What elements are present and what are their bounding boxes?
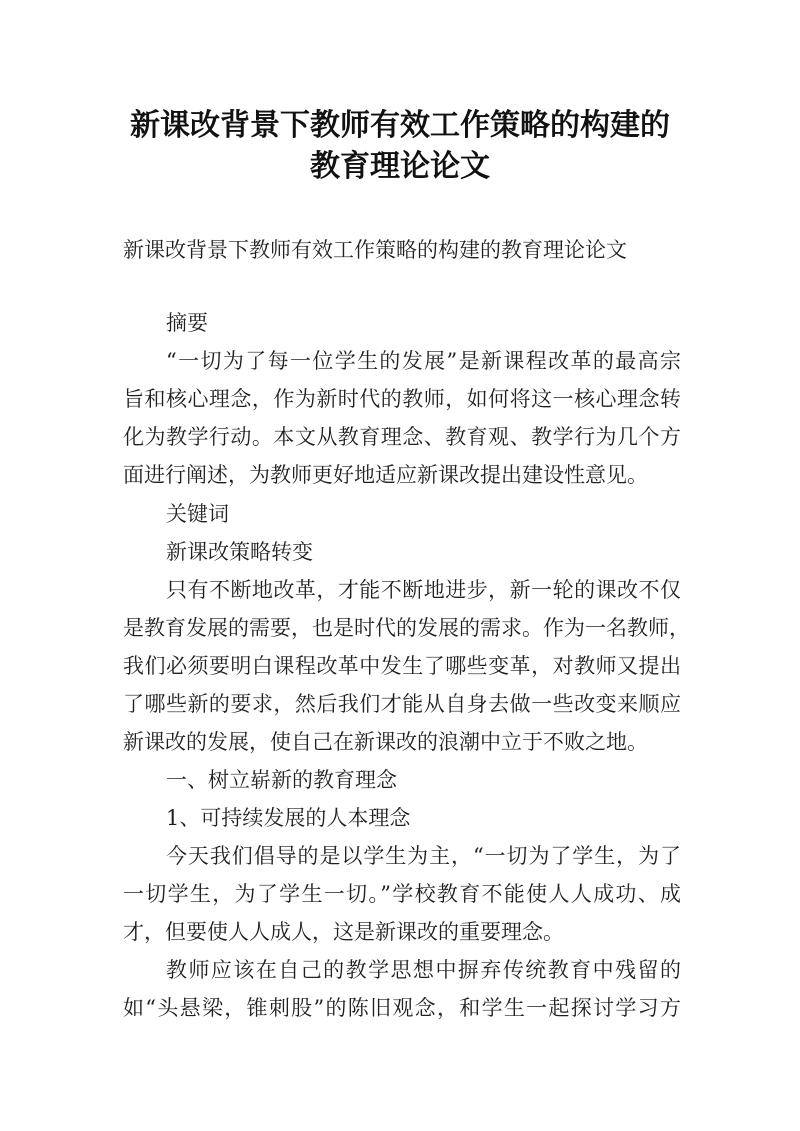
- abstract-heading: 摘要: [166, 311, 208, 335]
- abstract-line-3: 化为教学行动。本文从教育理念、教育观、教学行为几个方: [123, 425, 681, 449]
- intro-line-4: 了哪些新的要求，然后我们才能从自身去做一些改变来顺应: [123, 692, 681, 716]
- intro-line-5: 新课改的发展，使自己在新课改的浪潮中立于不败之地。: [123, 730, 648, 754]
- section-1-heading: 一、树立崭新的教育理念: [166, 768, 397, 792]
- keywords-heading: 关键词: [166, 502, 229, 526]
- section-1-para-2-line-1: 教师应该在自己的教学思想中摒弃传统教育中残留的: [166, 958, 681, 982]
- section-1-para-1-line-1: 今天我们倡导的是以学生为主，“一切为了学生，为了: [166, 844, 681, 868]
- document-title-line-2: 教育理论论文: [310, 149, 490, 184]
- intro-line-1: 只有不断地改革，才能不断地进步，新一轮的课改不仅: [166, 578, 681, 602]
- intro-line-2: 是教育发展的需要，也是时代的发展的需求。作为一名教师，: [123, 616, 690, 640]
- abstract-line-4: 面进行阐述，为教师更好地适应新课改提出建设性意见。: [123, 463, 648, 487]
- section-1-para-1-line-3: 才，但要使人人成人，这是新课改的重要理念。: [123, 920, 564, 944]
- abstract-line-2: 旨和核心理念，作为新时代的教师，如何将这一核心理念转: [123, 387, 681, 411]
- intro-line-3: 我们必须要明白课程改革中发生了哪些变革，对教师又提出: [123, 654, 681, 678]
- abstract-line-1: “一切为了每一位学生的发展”是新课程改革的最高宗: [166, 349, 681, 373]
- keywords-text: 新课改策略转变: [166, 540, 313, 564]
- section-1-subheading: 1、可持续发展的人本理念: [166, 806, 411, 830]
- subtitle: 新课改背景下教师有效工作策略的构建的教育理论论文: [123, 238, 627, 262]
- document-title-line-1: 新课改背景下教师有效工作策略的构建的: [130, 108, 670, 143]
- section-1-para-1-line-2: 一切学生，为了学生一切。”学校教育不能使人人成功、成: [123, 882, 681, 906]
- section-1-para-2-line-2: 如“头悬梁，锥刺股”的陈旧观念，和学生一起探讨学习方: [123, 996, 681, 1020]
